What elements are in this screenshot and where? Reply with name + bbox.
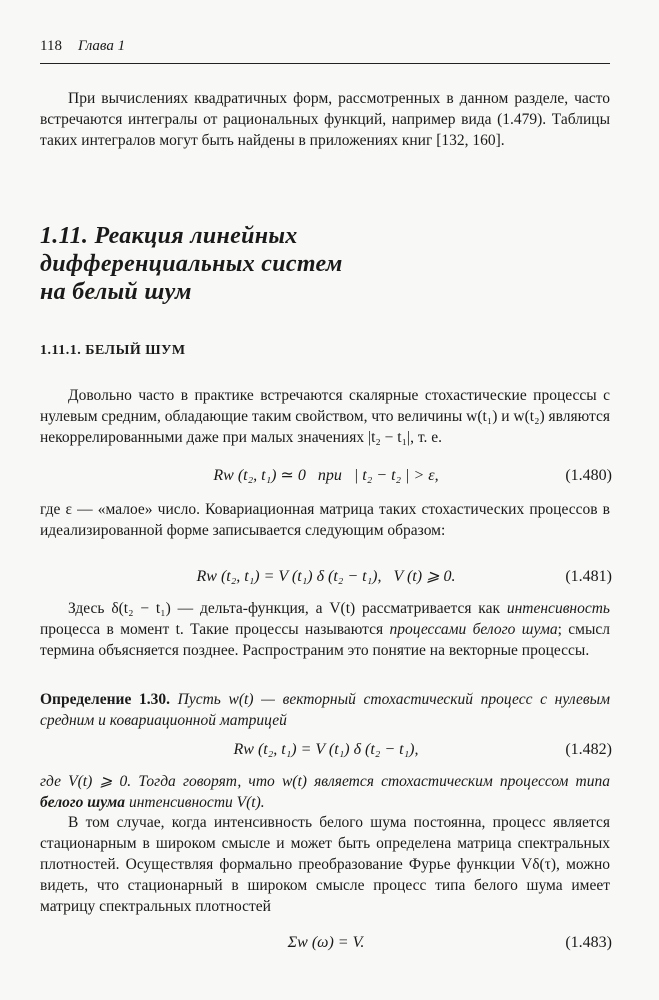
equation-number: (1.480) [565, 467, 612, 484]
paragraph-white-noise-intro: Довольно часто в практике встречаются скалярные стохастические процессы с нулевым средним, обладающие таким свойством, что величины w(t₁) и w(t₂) являются некоррелированными даже при малых значениях |t₂ − t₁|, т. е. [40, 387, 610, 446]
equation-1480 [40, 464, 612, 488]
text-run: ; смысл термина объясняется позднее. Распространим это понятие на векторные процессы. [40, 621, 611, 659]
term-white-noise-processes: процессами белого шума [389, 621, 558, 638]
text-run: Здесь δ(t₂ − t₁) — дельта-функция, а V(t) рассматривается как [68, 600, 507, 617]
equation-body: Rw (t₂, t₁) ≃ 0 при | t₂ − t₂ | > ε, [213, 467, 439, 484]
term-intensity: интенсивность [506, 600, 610, 617]
chapter-label: Глава 1 [77, 38, 126, 54]
header-rule [40, 63, 610, 64]
section-title-line: 1.11. Реакция линейных [40, 223, 298, 249]
text-run: интенсивности V(t). [125, 794, 265, 811]
definition-1-30 [40, 689, 610, 731]
definition-label: Определение 1.30. [40, 691, 170, 708]
section-title [40, 222, 610, 306]
equation-1481 [40, 565, 612, 589]
definition-text: Пусть w(t) — векторный стохастический процесс с нулевым средним и ковариационной матрицей [40, 691, 610, 729]
subsection-heading: 1.11.1. БЕЛЫЙ ШУМ [40, 343, 186, 358]
text-run: процесса в момент t. Такие процессы называются [40, 621, 390, 638]
paragraph-delta-function [40, 598, 610, 661]
section-title-line: на белый шум [40, 279, 192, 305]
equation-body: Σw (ω) = V. [287, 934, 365, 951]
section-title-line: дифференциальных систем [40, 251, 343, 277]
intro-paragraph: При вычислениях квадратичных форм, рассмотренных в данном разделе, часто встречаются интегралы от рациональных функций, например вида (1.479). Таблицы таких интегралов могут быть найдены в приложениях книг [132, 160]. [40, 90, 610, 149]
equation-body: Rw (t₂, t₁) = V (t₁) δ (t₂ − t₁), [233, 741, 419, 758]
term-white-noise: белого шума [40, 794, 126, 811]
equation-number: (1.481) [565, 568, 612, 585]
paragraph-covariance: где ε — «малое» число. Ковариационная матрица таких стохастических процессов в идеализированной форме записывается следующим образом: [40, 501, 610, 539]
text-run: где V(t) ⩾ 0. Тогда говорят, что w(t) является стохастическим процессом типа [40, 773, 610, 790]
page-number: 118 [40, 38, 62, 54]
running-head [40, 38, 610, 55]
equation-number: (1.483) [565, 934, 612, 951]
equation-1483 [40, 931, 612, 955]
definition-continuation [40, 771, 610, 813]
book-page [40, 0, 612, 1000]
equation-body: Rw (t₂, t₁) = V (t₁) δ (t₂ − t₁), V (t) ⩾ 0. [196, 568, 456, 585]
equation-1482 [40, 738, 612, 762]
paragraph-spectral-density: В том случае, когда интенсивность белого шума постоянна, процесс является стационарным в широком смысле и может быть определена матрица спектральных плотностей. Осуществляя формально преобразование Фурье функции Vδ(τ), можно видеть, что стационарный в широком смысле процесс типа белого шума имеет матрицу спектральных плотностей [40, 814, 610, 915]
equation-number: (1.482) [565, 741, 612, 758]
